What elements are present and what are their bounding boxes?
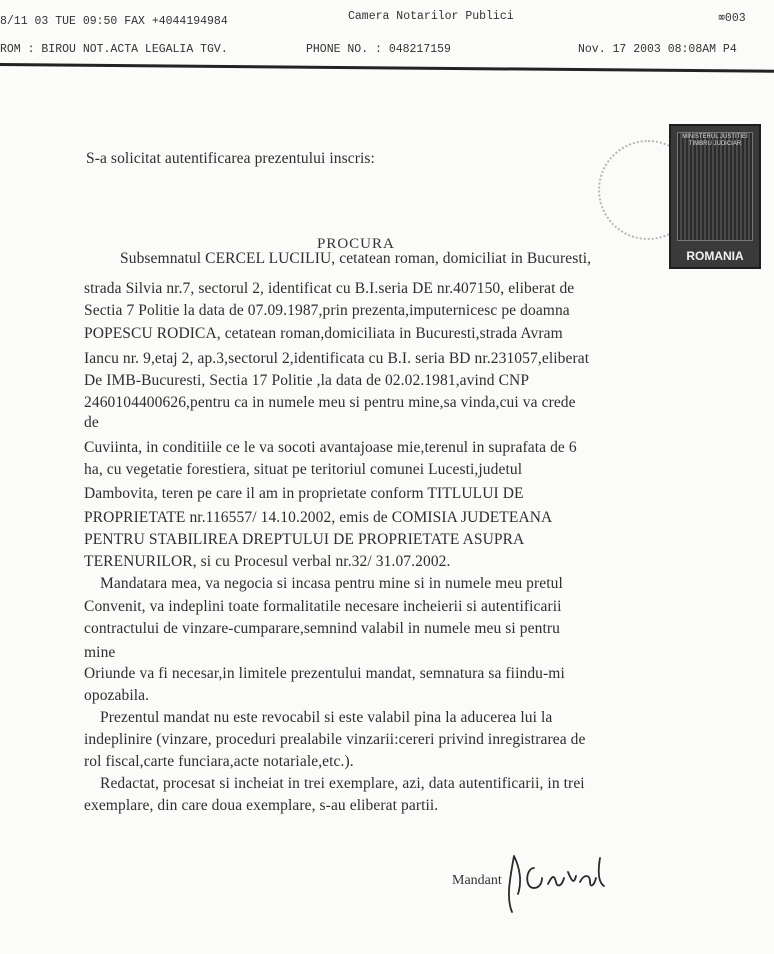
procura-text-line: TERENURILOR, si cu Procesul verbal nr.32/ 31.07.2002. — [84, 553, 451, 570]
fax-origin-line: ROM : BIROU NOT.ACTA LEGALIA TGV. — [0, 43, 228, 56]
procura-text-line: indeplinire (vinzare, proceduri prealabile vinzarii:cereri privind inregistrarea de — [84, 731, 586, 748]
judicial-stamp — [669, 124, 761, 269]
procura-text-line: Mandatara mea, va negocia si incasa pentru mine si in numele meu pretul — [100, 575, 563, 592]
fax-sender-line: 8/11 03 TUE 09:50 FAX +4044194984 — [0, 15, 228, 28]
procura-text-line: Prezentul mandat nu este revocabil si este valabil pina la aducerea lui la — [100, 709, 553, 726]
procura-text-line: Iancu nr. 9,etaj 2, ap.3,sectorul 2,identificata cu B.I. seria BD nr.231057,eliberat — [84, 350, 590, 367]
procura-text-line: Dambovita, teren pe care il am in proprietate conform TITLULUI DE — [84, 485, 524, 502]
fax-organization: Camera Notarilor Publici — [348, 10, 514, 23]
procura-text-line: de — [84, 414, 99, 431]
signature-label: Mandant — [452, 873, 502, 888]
header-divider — [0, 63, 774, 73]
procura-text-line: exemplare, din care doua exemplare, s-au eliberat partii. — [84, 797, 439, 814]
fax-phone-number: PHONE NO. : 048217159 — [306, 43, 451, 56]
procura-text-line: Redactat, procesat si incheiat in trei exemplare, azi, data autentificarii, in trei — [100, 775, 585, 792]
procura-text-line: opozabila. — [84, 687, 150, 704]
procura-text-line: contractului de vinzare-cumparare,semnind valabil in numele meu si pentru — [84, 620, 561, 637]
procura-text-line: rol fiscal,carte funciara,acte notariale,etc.). — [84, 753, 354, 770]
procura-text-line: mine — [84, 644, 116, 661]
procura-text-line: PENTRU STABILIREA DREPTULUI DE PROPRIETATE ASUPRA — [84, 531, 525, 548]
procura-text-line: De IMB-Bucuresti, Sectia 17 Politie ,la data de 02.02.1981,avind CNP — [84, 372, 530, 389]
procura-text-line: Cuviinta, in conditiile ce le va socoti avantajoase mie,terenul in suprafata de 6 — [84, 439, 577, 456]
procura-text-line: PROPRIETATE nr.116557/ 14.10.2002, emis de COMISIA JUDETEANA — [84, 509, 553, 526]
stamp-caption: MINISTERUL JUSTITIEI TIMBRU JUDICIAR — [682, 134, 748, 147]
intro-line: S-a solicitat autentificarea prezentului inscris: — [86, 150, 375, 167]
fax-timestamp: Nov. 17 2003 08:08AM P4 — [578, 43, 737, 56]
procura-text-line: Oriunde va fi necesar,in limitele prezentului mandat, semnatura sa fiindu-mi — [84, 665, 565, 682]
procura-text-line: strada Silvia nr.7, sectorul 2, identificat cu B.I.seria DE nr.407150, eliberat de — [84, 280, 575, 297]
procura-text-line: Sectia 7 Politie la data de 07.09.1987,prin prezenta,imputernicesc pe doamna — [84, 302, 570, 319]
handwritten-signature — [500, 848, 620, 918]
procura-text-line: ha, cu vegetatie forestiera, situat pe teritoriul comunei Lucesti,judetul — [84, 461, 523, 478]
stamp-image — [677, 132, 753, 241]
document-title: PROCURA — [317, 236, 395, 252]
procura-text-line: Convenit, va indeplini toate formalitatile necesare incheierii si autentificarii — [84, 598, 562, 615]
stamp-country: ROMANIA — [686, 249, 744, 263]
procura-text-line: 2460104400626,pentru ca in numele meu si pentru mine,sa vinda,cui va crede — [84, 394, 576, 411]
procura-text-line: Subsemnatul CERCEL LUCILIU, cetatean roman, domiciliat in Bucuresti, — [120, 250, 592, 267]
procura-text-line: POPESCU RODICA, cetatean roman,domiciliata in Bucuresti,strada Avram — [84, 325, 563, 342]
fax-page-counter: ⌧003 — [718, 12, 746, 25]
